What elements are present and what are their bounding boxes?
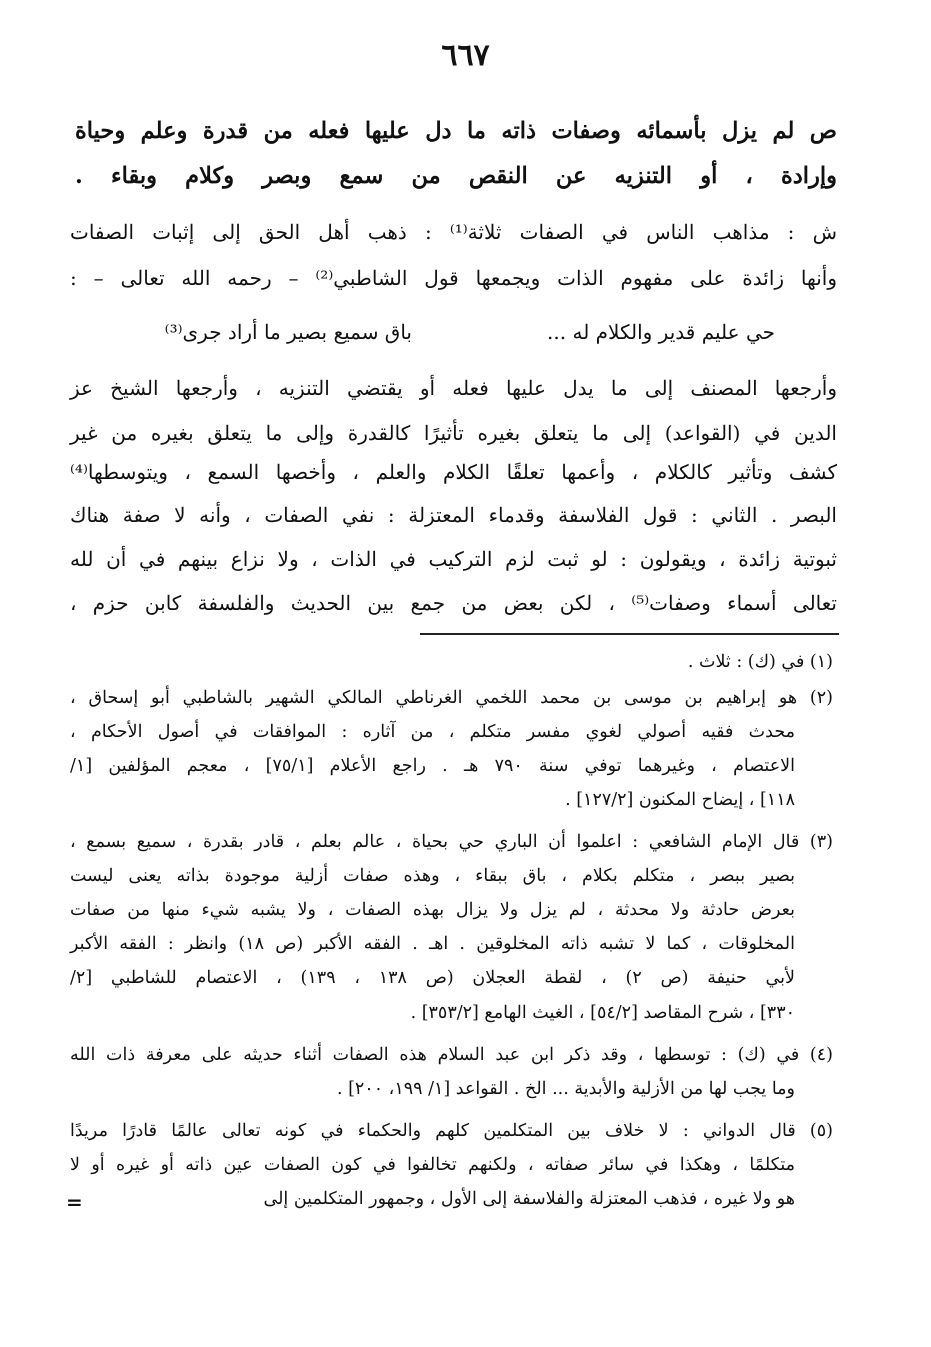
footnote-3-line: (٣) قال الإمام الشافعي : اعلموا أن الباري حي بحياة ، عالم بعلم ، قادر بقدرة ، سميع بسمع ، (70, 832, 833, 852)
footnote-divider (420, 633, 839, 635)
footnote-3-line: المخلوقات ، كما لا تشبه ذاته المخلوقين . اهـ . الفقه الأكبر (ص ١٨) وانظر : الفقه الأكبر (70, 934, 795, 954)
footnote-2-line: الاعتصام ، وغيرهما توفي سنة ٧٩٠ هـ . راجع الأعلام [٧٥/١] ، معجم المؤلفين [١/ (70, 756, 795, 776)
footnote-4-line: وما يجب لها من الأزلية والأبدية ... الخ . القواعد [١/ ١٩٩، ٢٠٠] . (336, 1079, 795, 1099)
body-line: تعالى أسماء وصفات⁽⁵⁾ ، لكن بعض من جمع بين الحديث والفلسفة كابن حزم ، (70, 591, 837, 615)
body-line: وأرجعها المصنف إلى ما يدل عليها فعله أو يقتضي التنزيه ، وأرجعها الشيخ عز (70, 376, 837, 400)
footnote-3-line: بعرض حادثة ولا محدثة ، لم يزل ولا يزال بهذه الصفات ، ولا يشبه شيء منها من صفات (70, 900, 795, 920)
body-line: البصر . الثاني : قول الفلاسفة وقدماء المعتزلة : نفي الصفات ، وأنه لا صفة هناك (70, 503, 837, 527)
footnote-3-line: لأبي حنيفة (ص ٢) ، لقطة العجلان (ص ١٣٨ ، ١٣٩) ، الاعتصام للشاطبي [٢/ (70, 968, 795, 988)
footnote-5-line: هو ولا غيره ، فذهب المعتزلة والفلاسفة إلى الأول ، وجمهور المتكلمين إلى (263, 1189, 795, 1209)
footnote-2-line: محدث فقيه أصولي لغوي مفسر متكلم ، من آثاره : الموافقات في أصول الأحكام ، (70, 722, 795, 742)
poem-hemistich-left: باق سميع بصير ما أراد جرى⁽³⁾ (164, 320, 412, 344)
footnote-3-line: بصير ببصر ، متكلم بكلام ، باق ببقاء ، وهذه صفات أزلية موجودة بذاته يعنى ليست (70, 866, 795, 886)
poem-hemistich-right: حي عليم قدير والكلام له ... (547, 320, 775, 344)
page-number: ٦٦٧ (441, 38, 490, 73)
footnote-5-line: متكلمًا ، وهكذا في سائر صفاته ، ولكنهم تخالفوا في كون الصفات عين ذاته أو غيره أو لا (70, 1155, 795, 1175)
footnote-2-line: (٢) هو إبراهيم بن موسى بن محمد اللخمي الغرناطي المالكي الشهير بالشاطبي أبو إسحاق ، (70, 688, 833, 708)
continuation-mark: = (66, 1190, 83, 1214)
matn-line: وإرادة ، أو التنزيه عن النقص من سمع وبصر وكلام وبقاء . (75, 163, 837, 189)
footnote-5-line: (٥) قال الدواني : لا خلاف بين المتكلمين كلهم والحكماء في كونه تعالى عالمًا قادرًا مريدًا (70, 1121, 833, 1141)
body-line: الدين في (القواعد) إلى ما يتعلق بغيره تأثيرًا كالقدرة وإلى ما يتعلق بغيره من غير (70, 421, 837, 445)
footnote-1: (١) في (ك) : ثلاث . (687, 652, 833, 672)
footnote-3-line: ٣٣٠] ، شرح المقاصد [٥٤/٢] ، الغيث الهامع [٣٥٣/٢] . (410, 1003, 795, 1023)
footnote-4-line: (٤) في (ك) : توسطها ، وقد ذكر ابن عبد السلام هذه الصفات أثناء حديثه على معرفة ذات الله (70, 1045, 833, 1065)
matn-line: ص لم يزل بأسمائه وصفات ذاته ما دل عليها فعله من قدرة وعلم وحياة (75, 118, 837, 144)
sharh-line: وأنها زائدة على مفهوم الذات ويجمعها قول الشاطبي⁽²⁾ – رحمه الله تعالى – : (70, 266, 838, 290)
body-line: كشف وتأثير كالكلام ، وأعمها تعلقًا الكلام والعلم ، وأخصها السمع ، ويتوسطها⁽⁴⁾ (70, 460, 837, 484)
sharh-line: ش : مذاهب الناس في الصفات ثلاثة⁽¹⁾ : ذهب أهل الحق إلى إثبات الصفات (70, 220, 837, 244)
body-line: ثبوتية زائدة ، ويقولون : لو ثبت لزم التركيب في الذات ، ولا نزاع بينهم في أن لله (70, 547, 837, 571)
footnote-2-line: ١١٨] ، إيضاح المكنون [١٢٧/٢] . (565, 790, 795, 810)
